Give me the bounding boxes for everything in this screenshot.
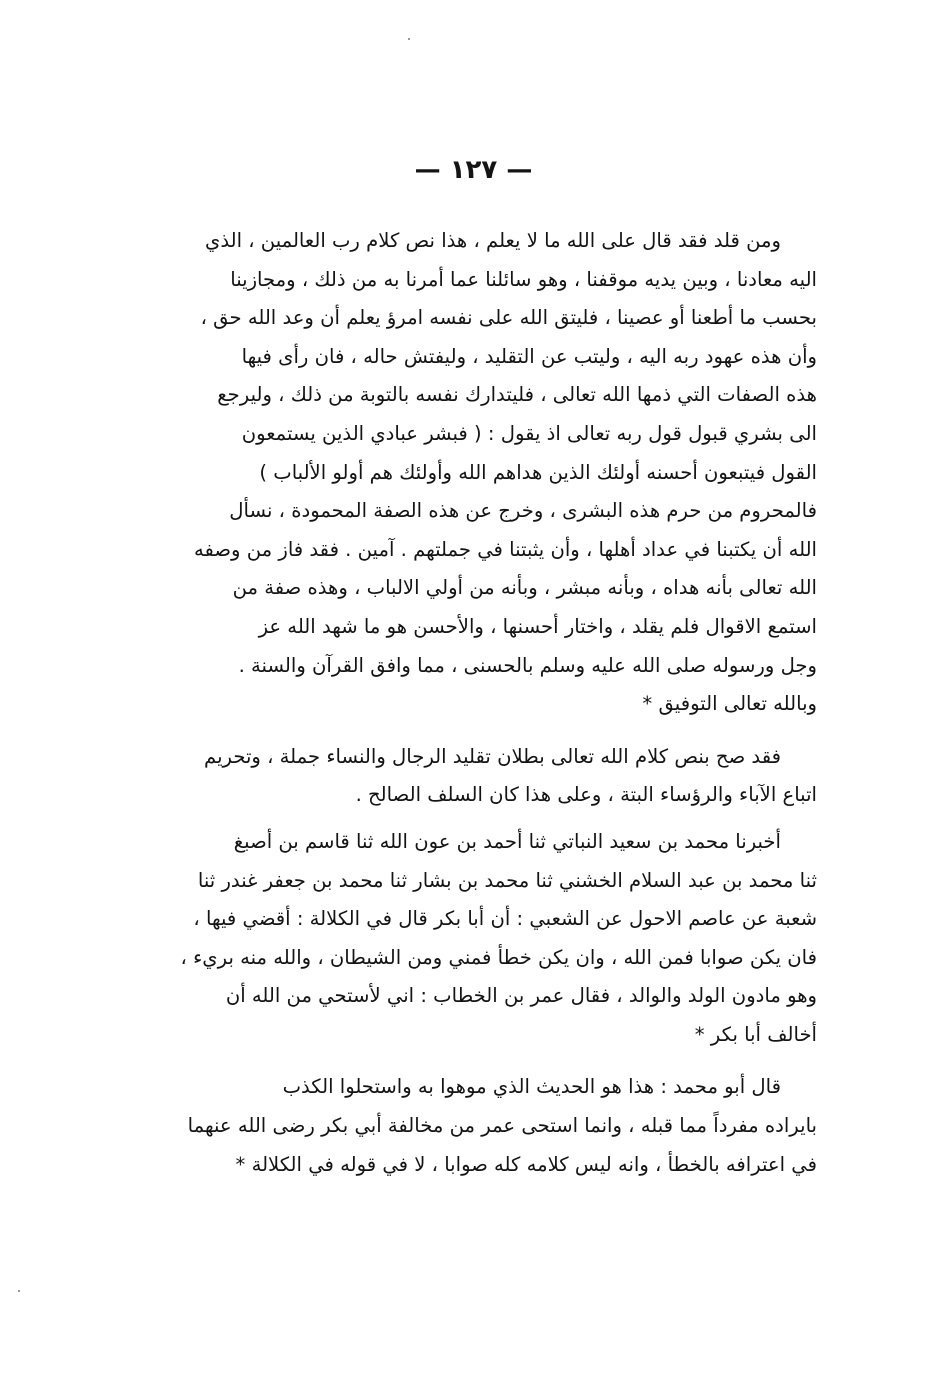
text-line: أخالف أبا بكر *: [694, 1022, 817, 1046]
text-line: اليه معادنا ، وبين يديه موقفنا ، وهو سائلنا عما أمرنا به من ذلك ، ومجازينا: [230, 267, 817, 291]
text-line: وأن هذه عهود ربه اليه ، وليتب عن التقليد ، وليفتش حاله ، فان رأى فيها: [241, 344, 817, 368]
text-line: قال أبو محمد : هذا هو الحديث الذي موهوا به واستحلوا الكذب: [282, 1075, 781, 1099]
text-line: فان يكن صوابا فمن الله ، وان يكن خطأ فمني ومن الشيطان ، والله منه بريء ،: [180, 945, 817, 969]
text-line: شعبة عن عاصم الاحول عن الشعبي : أن أبا بكر قال في الكلالة : أقضي فيها ،: [193, 907, 817, 931]
text-line: اتباع الآباء والرؤساء البتة ، وعلى هذا كان السلف الصالح .: [355, 783, 817, 807]
text-line: في اعترافه بالخطأ ، وانه ليس كلامه كله صوابا ، لا في قوله في الكلالة *: [235, 1152, 817, 1176]
text-line: استمع الاقوال فلم يقلد ، واختار أحسنها ، والأحسن هو ما شهد الله عز: [258, 614, 817, 638]
text-line: وجل ورسوله صلى الله عليه وسلم بالحسنى ، مما وافق القرآن والسنة .: [238, 653, 817, 677]
paragraph-abu-muhammad: [120, 1068, 817, 1184]
text-line: ثنا محمد بن عبد السلام الخشني ثنا محمد بن بشار ثنا محمد بن جعفر غندر ثنا: [197, 868, 817, 892]
text-line: وهو مادون الولد والوالد ، فقال عمر بن الخطاب : اني لأستحي من الله أن: [225, 984, 817, 1008]
paragraph-on-taqlid: [120, 222, 817, 724]
text-line: هذه الصفات التي ذمها الله تعالى ، فليتدارك نفسه بالتوبة من ذلك ، وليرجع: [217, 383, 817, 407]
text-line: أخبرنا محمد بن سعيد النباتي ثنا أحمد بن عون الله ثنا قاسم بن أصبغ: [233, 829, 781, 853]
body-text: [120, 222, 817, 1184]
paragraph-prohibition: [120, 738, 817, 815]
text-line: الله أن يكتبنا في عداد أهلها ، وأن يثبتنا في جملتهم . آمين . فقد فاز من وصفه: [193, 537, 817, 561]
paragraph-hadith-chain: [120, 823, 817, 1055]
text-line: وبالله تعالى التوفيق *: [642, 692, 817, 716]
text-line: فالمحروم من حرم هذه البشرى ، وخرج عن هذه الصفة المحمودة ، نسأل: [229, 499, 817, 523]
paper-speck: [408, 38, 410, 40]
text-line: فقد صح بنص كلام الله تعالى بطلان تقليد الرجال والنساء جملة ، وتحريم: [204, 744, 781, 768]
paper-speck: [18, 1290, 20, 1292]
text-line: الى بشري قبول قول ربه تعالى اذ يقول : ( فبشر عبادي الذين يستمعون: [241, 421, 817, 445]
text-line: الله تعالى بأنه هداه ، وبأنه مبشر ، وبأنه من أولي الالباب ، وهذه صفة من: [232, 576, 817, 600]
text-line: بايراده مفرداً مما قبله ، وانما استحى عمر من مخالفة أبي بكر رضى الله عنهما: [187, 1114, 817, 1138]
text-line: ومن قلد فقد قال على الله ما لا يعلم ، هذا نص كلام رب العالمين ، الذي: [204, 229, 781, 252]
text-line: بحسب ما أطعنا أو عصينا ، فليتق الله على نفسه امرؤ يعلم أن وعد الله حق ،: [200, 306, 817, 330]
text-line: القول فيتبعون أحسنه أولئك الذين هداهم الله وأولئك هم أولو الألباب ): [259, 460, 817, 484]
page-number: — ١٢٧ —: [414, 155, 533, 185]
